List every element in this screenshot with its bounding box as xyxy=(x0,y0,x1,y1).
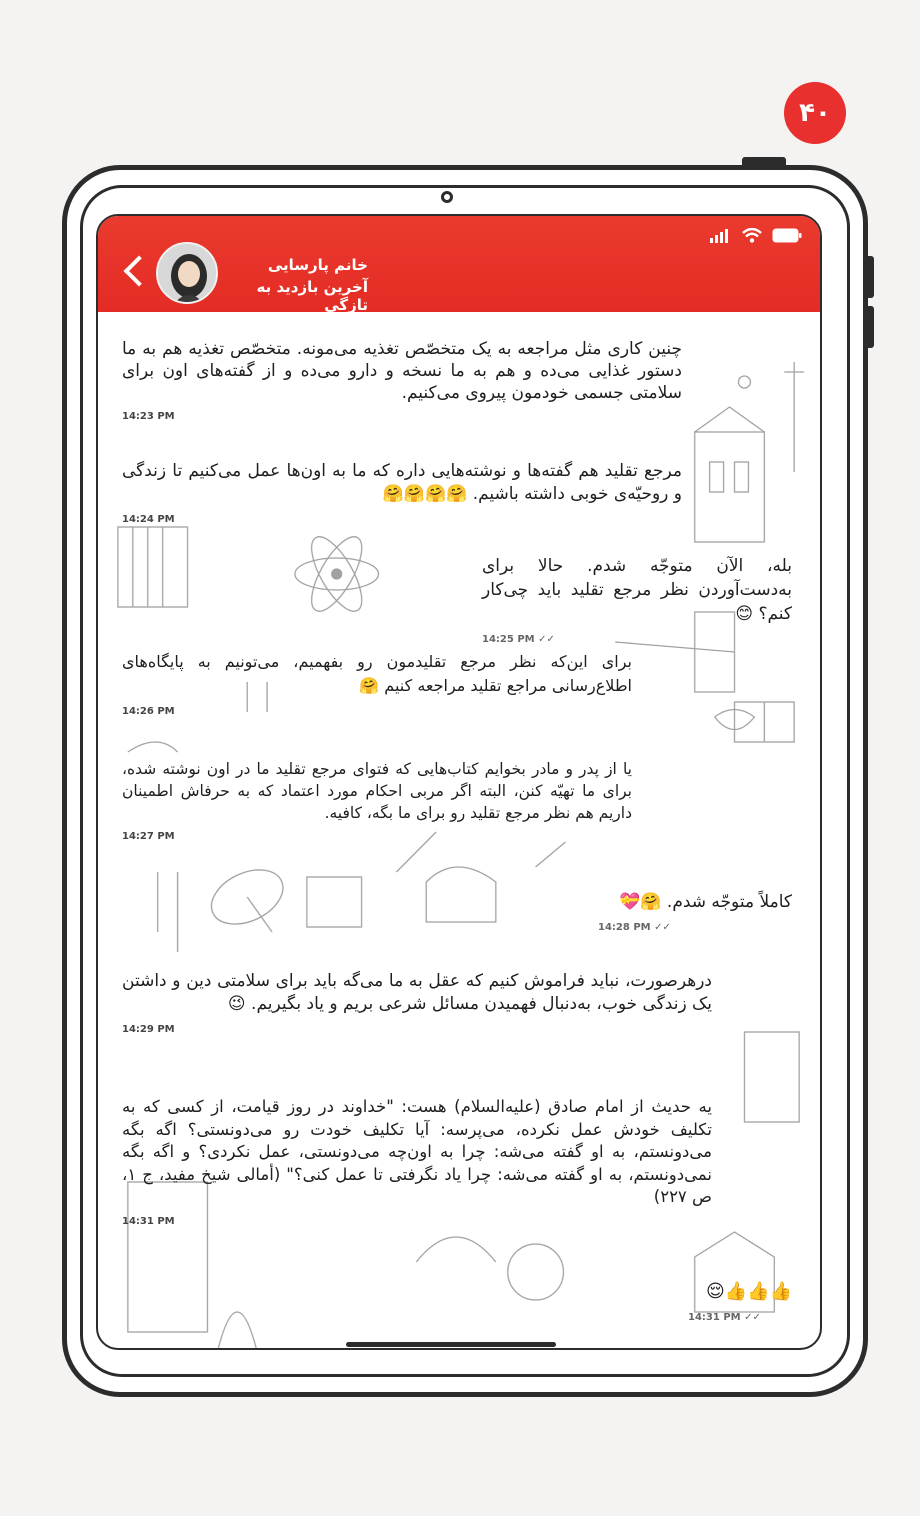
contact-name: خانم پارسایی xyxy=(267,256,368,274)
message-sent[interactable] xyxy=(598,890,792,940)
message-text: 👍👍👍😌 xyxy=(705,1281,792,1302)
message-time: 14:23 PM xyxy=(122,411,175,422)
wifi-icon xyxy=(742,228,762,243)
message-text: مرجع تقلید هم گفته‌ها و نوشته‌هایی داره که ما به اون‌ها عمل می‌کنیم تا زندگی و روحیّه‌ی خوبی داشته باشیم. 🤗🤗🤗🤗 xyxy=(122,461,682,504)
message-text: یه حدیث از امام صادق (علیه‌السلام) هست: "خداوند در روز قیامت، از کسی که به تکلیف خودش عمل نکرده، می‌پرسه: آیا تکلیف خودت رو می‌دونستی؟ اگه بگه می‌دونستم، به او گفته می‌شه: چرا به اون‌چه می‌دونستی، عمل نکردی؟ و اگه بگه نمی‌دونستم، به او گفته می‌شه: چرا یاد نگرفتی تا عمل کنی؟" (أمالی شیخ مفید، ج ۱، ص ۲۲۷) xyxy=(122,1097,712,1206)
chevron-left-icon[interactable] xyxy=(123,255,154,286)
message-received[interactable] xyxy=(122,338,682,428)
chat-header xyxy=(98,216,820,312)
chat-area[interactable] xyxy=(98,312,820,1350)
battery-icon xyxy=(772,228,802,243)
message-sent[interactable] xyxy=(688,1280,792,1330)
page-number-badge: ۴۰ xyxy=(784,82,846,144)
message-time: 14:31 PM xyxy=(122,1215,175,1227)
message-text: بله، الآن متوجّه شدم. حالا برای به‌دست‌آوردن نظر مرجع تقلید باید چی‌کار کنم؟ 😊 xyxy=(482,556,792,624)
message-received[interactable] xyxy=(122,460,682,531)
chat-screen xyxy=(96,214,822,1350)
status-bar xyxy=(710,228,802,243)
message-time: 14:27 PM xyxy=(122,831,175,842)
message-text: کاملاً متوجّه شدم. 🤗💝 xyxy=(619,892,792,912)
message-time: 14:24 PM xyxy=(122,514,175,525)
message-received[interactable] xyxy=(122,758,632,848)
message-received[interactable] xyxy=(122,970,712,1041)
message-time: 14:28 PM ✓✓ xyxy=(598,922,671,933)
message-sent[interactable] xyxy=(482,554,792,652)
message-text: چنین کاری مثل مراجعه به یک متخصّص تغذیه می‌مونه. متخصّص تغذیه هم به ما دستور غذایی می‌ده و هم به ما نسخه و دارو می‌ده و از گفته‌های اون برای سلامتی جسمی خودمون پیروی می‌کنیم. xyxy=(122,339,682,403)
message-time: 14:29 PM xyxy=(122,1024,175,1035)
avatar[interactable] xyxy=(156,242,218,304)
message-time: 14:31 PM ✓✓ xyxy=(688,1312,761,1323)
message-text: درهرصورت، نباید فراموش کنیم که عقل به ما می‌گه باید برای سلامتی دین و داشتن یک زندگی خوب، به‌دنبال فهمیدن مسائل شرعی بریم و یاد بگیریم. 😉 xyxy=(122,971,712,1014)
message-received[interactable] xyxy=(122,650,632,724)
message-time: 14:26 PM xyxy=(122,706,175,717)
message-time: 14:25 PM ✓✓ xyxy=(482,634,555,645)
message-received[interactable] xyxy=(122,1096,712,1233)
contact-status: آخرین بازدید به تازگی xyxy=(256,278,368,314)
message-text: یا از پدر و مادر بخوایم کتاب‌هایی که فتوای مرجع تقلید ما در اون نوشته شده، برای ما تهیّه کنن، البته اگر مربی احکام مورد اعتماد که به حرفاش اطمینان داریم هم نظر مرجع تقلید رو برای ما بگه، کافیه. xyxy=(122,760,632,822)
message-text: برای این‌که نظر مرجع تقلیدمون رو بفهمیم، می‌تونیم به پایگاه‌های اطلاع‌رسانی مراجع تقلید مراجعه کنیم 🤗 xyxy=(122,652,632,695)
signal-icon xyxy=(710,229,732,243)
avatar-image xyxy=(158,244,218,304)
camera-icon xyxy=(441,191,453,203)
home-indicator[interactable] xyxy=(346,1342,556,1347)
power-button xyxy=(742,157,786,165)
